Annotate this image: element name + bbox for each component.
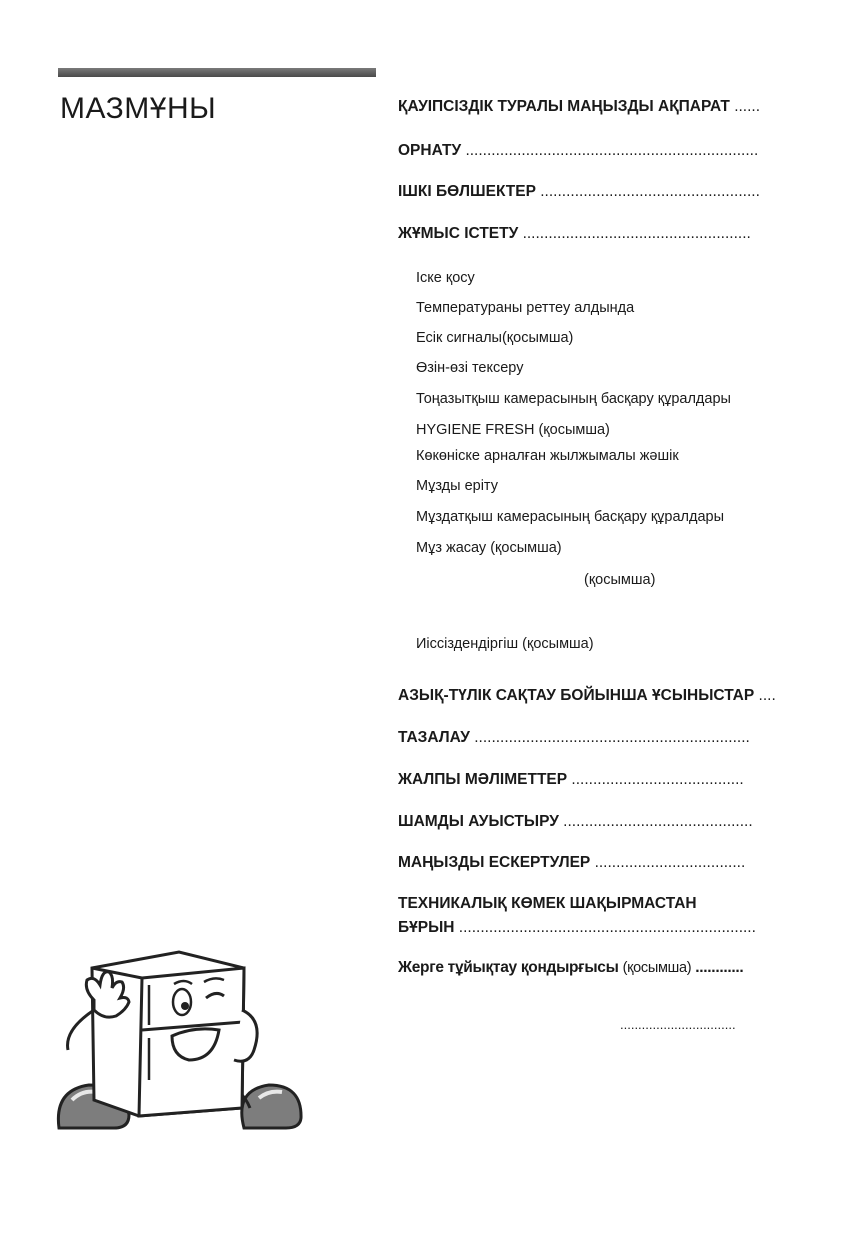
toc-sub-label: Иіссіздендіргіш	[416, 636, 519, 652]
toc-entry-label: ҚАУІПСІЗДІК ТУРАЛЫ МАҢЫЗДЫ АҚПАРАТ	[398, 98, 730, 115]
toc-entry-parts[interactable]	[398, 182, 760, 202]
toc-leader: ....	[758, 687, 776, 704]
toc-leader: ......	[734, 98, 761, 115]
page-title: МАЗМҰНЫ	[60, 92, 217, 125]
toc-sub-label: Мұздатқыш камерасының басқару құралдары	[416, 509, 725, 525]
optional-note: (қосымша)	[522, 636, 594, 652]
toc-sub-item[interactable]	[416, 508, 724, 526]
toc-entry-label: БҰРЫН	[398, 919, 455, 936]
toc-sub-label: Есік сигналы	[416, 330, 502, 346]
toc-entry-label: ШАМДЫ АУЫСТЫРУ	[398, 813, 559, 830]
fridge-mascot-illustration	[54, 940, 304, 1135]
toc-sub-item[interactable]	[416, 635, 594, 653]
toc-sub-item[interactable]	[416, 329, 573, 347]
toc-sub-label: Мұз жасау	[416, 540, 487, 556]
toc-entry-grounding[interactable]	[398, 958, 743, 978]
toc-leader: ........................................	[571, 771, 744, 788]
toc-entry-label: ОРНАТУ	[398, 142, 462, 159]
toc-entry-service-line2[interactable]	[398, 918, 756, 938]
toc-entry-label: ІШКІ БӨЛШЕКТЕР	[398, 183, 536, 200]
toc-entry-safety[interactable]	[398, 97, 760, 117]
toc-leader: ...................................................	[540, 183, 760, 200]
toc-sub-label: Өзін-өзі тексеру	[416, 360, 524, 376]
toc-leader: ................................................................	[474, 729, 750, 746]
toc-sub-item[interactable]	[416, 269, 475, 287]
toc-leader: ................................	[620, 1017, 736, 1032]
toc-leader: ...................................	[594, 854, 746, 871]
toc-entry-lamp[interactable]	[398, 812, 753, 832]
fridge-body-icon	[92, 952, 244, 1116]
toc-leader: ....................................................................	[465, 142, 759, 159]
toc-entry-label: МАҢЫЗДЫ ЕСКЕРТУЛЕР	[398, 854, 591, 871]
optional-note: (қосымша)	[490, 540, 562, 556]
toc-sub-label: Температураны реттеу алдында	[416, 300, 635, 316]
toc-sub-item[interactable]	[416, 359, 523, 377]
optional-note: (қосымша)	[584, 572, 656, 588]
toc-leader: .....................................................	[522, 225, 751, 242]
optional-note: (қосымша)	[622, 960, 692, 976]
optional-note: (қосымша)	[501, 330, 574, 346]
toc-leader: ............	[695, 959, 744, 976]
toc-sub-label: Іске қосу	[416, 270, 475, 286]
toc-sub-item[interactable]	[416, 447, 679, 465]
toc-sub-item[interactable]	[584, 571, 655, 589]
toc-entry-label: ЖАЛПЫ МӘЛІМЕТТЕР	[398, 771, 568, 788]
toc-sub-label: HYGIENE FRESH	[416, 422, 535, 438]
toc-sub-item[interactable]	[416, 539, 562, 557]
toc-entry-service-line1[interactable]	[398, 894, 697, 914]
toc-entry-cleaning[interactable]	[398, 728, 750, 748]
optional-note: (қосымша)	[538, 422, 610, 438]
toc-entry-storage[interactable]	[398, 686, 776, 706]
toc-leader: ............................................	[563, 813, 753, 830]
toc-entry-label: Жерге тұйықтау қондырғысы	[398, 959, 619, 976]
toc-entry-label: ТЕХНИКАЛЫҚ КӨМЕК ШАҚЫРМАСТАН	[398, 895, 697, 912]
title-rule	[58, 68, 376, 77]
toc-sub-item[interactable]	[416, 390, 731, 408]
toc-sub-item[interactable]	[416, 421, 610, 439]
toc-sub-item[interactable]	[416, 299, 634, 317]
toc-entry-label: АЗЫҚ-ТҮЛІК САҚТАУ БОЙЫНША ҰСЫНЫСТАР	[398, 687, 755, 704]
toc-sub-item[interactable]	[416, 477, 498, 495]
toc-sub-label: Мұзды еріту	[416, 478, 498, 494]
toc-entry-label: ЖҰМЫС ІСТЕТУ	[398, 225, 519, 242]
toc-trailing-leader	[620, 1015, 736, 1035]
toc-entry-notes[interactable]	[398, 853, 745, 873]
toc-entry-install[interactable]	[398, 141, 758, 161]
toc-sub-label: Тоңазытқыш камерасының басқару құралдары	[416, 391, 731, 407]
toc-entry-operation[interactable]	[398, 224, 751, 244]
toc-entry-label: ТАЗАЛАУ	[398, 729, 470, 746]
toc-sub-label: Көкөніске арналған жылжымалы жәшік	[416, 448, 679, 464]
toc-entry-general[interactable]	[398, 770, 744, 790]
toc-leader: .....................................................................	[458, 919, 756, 936]
